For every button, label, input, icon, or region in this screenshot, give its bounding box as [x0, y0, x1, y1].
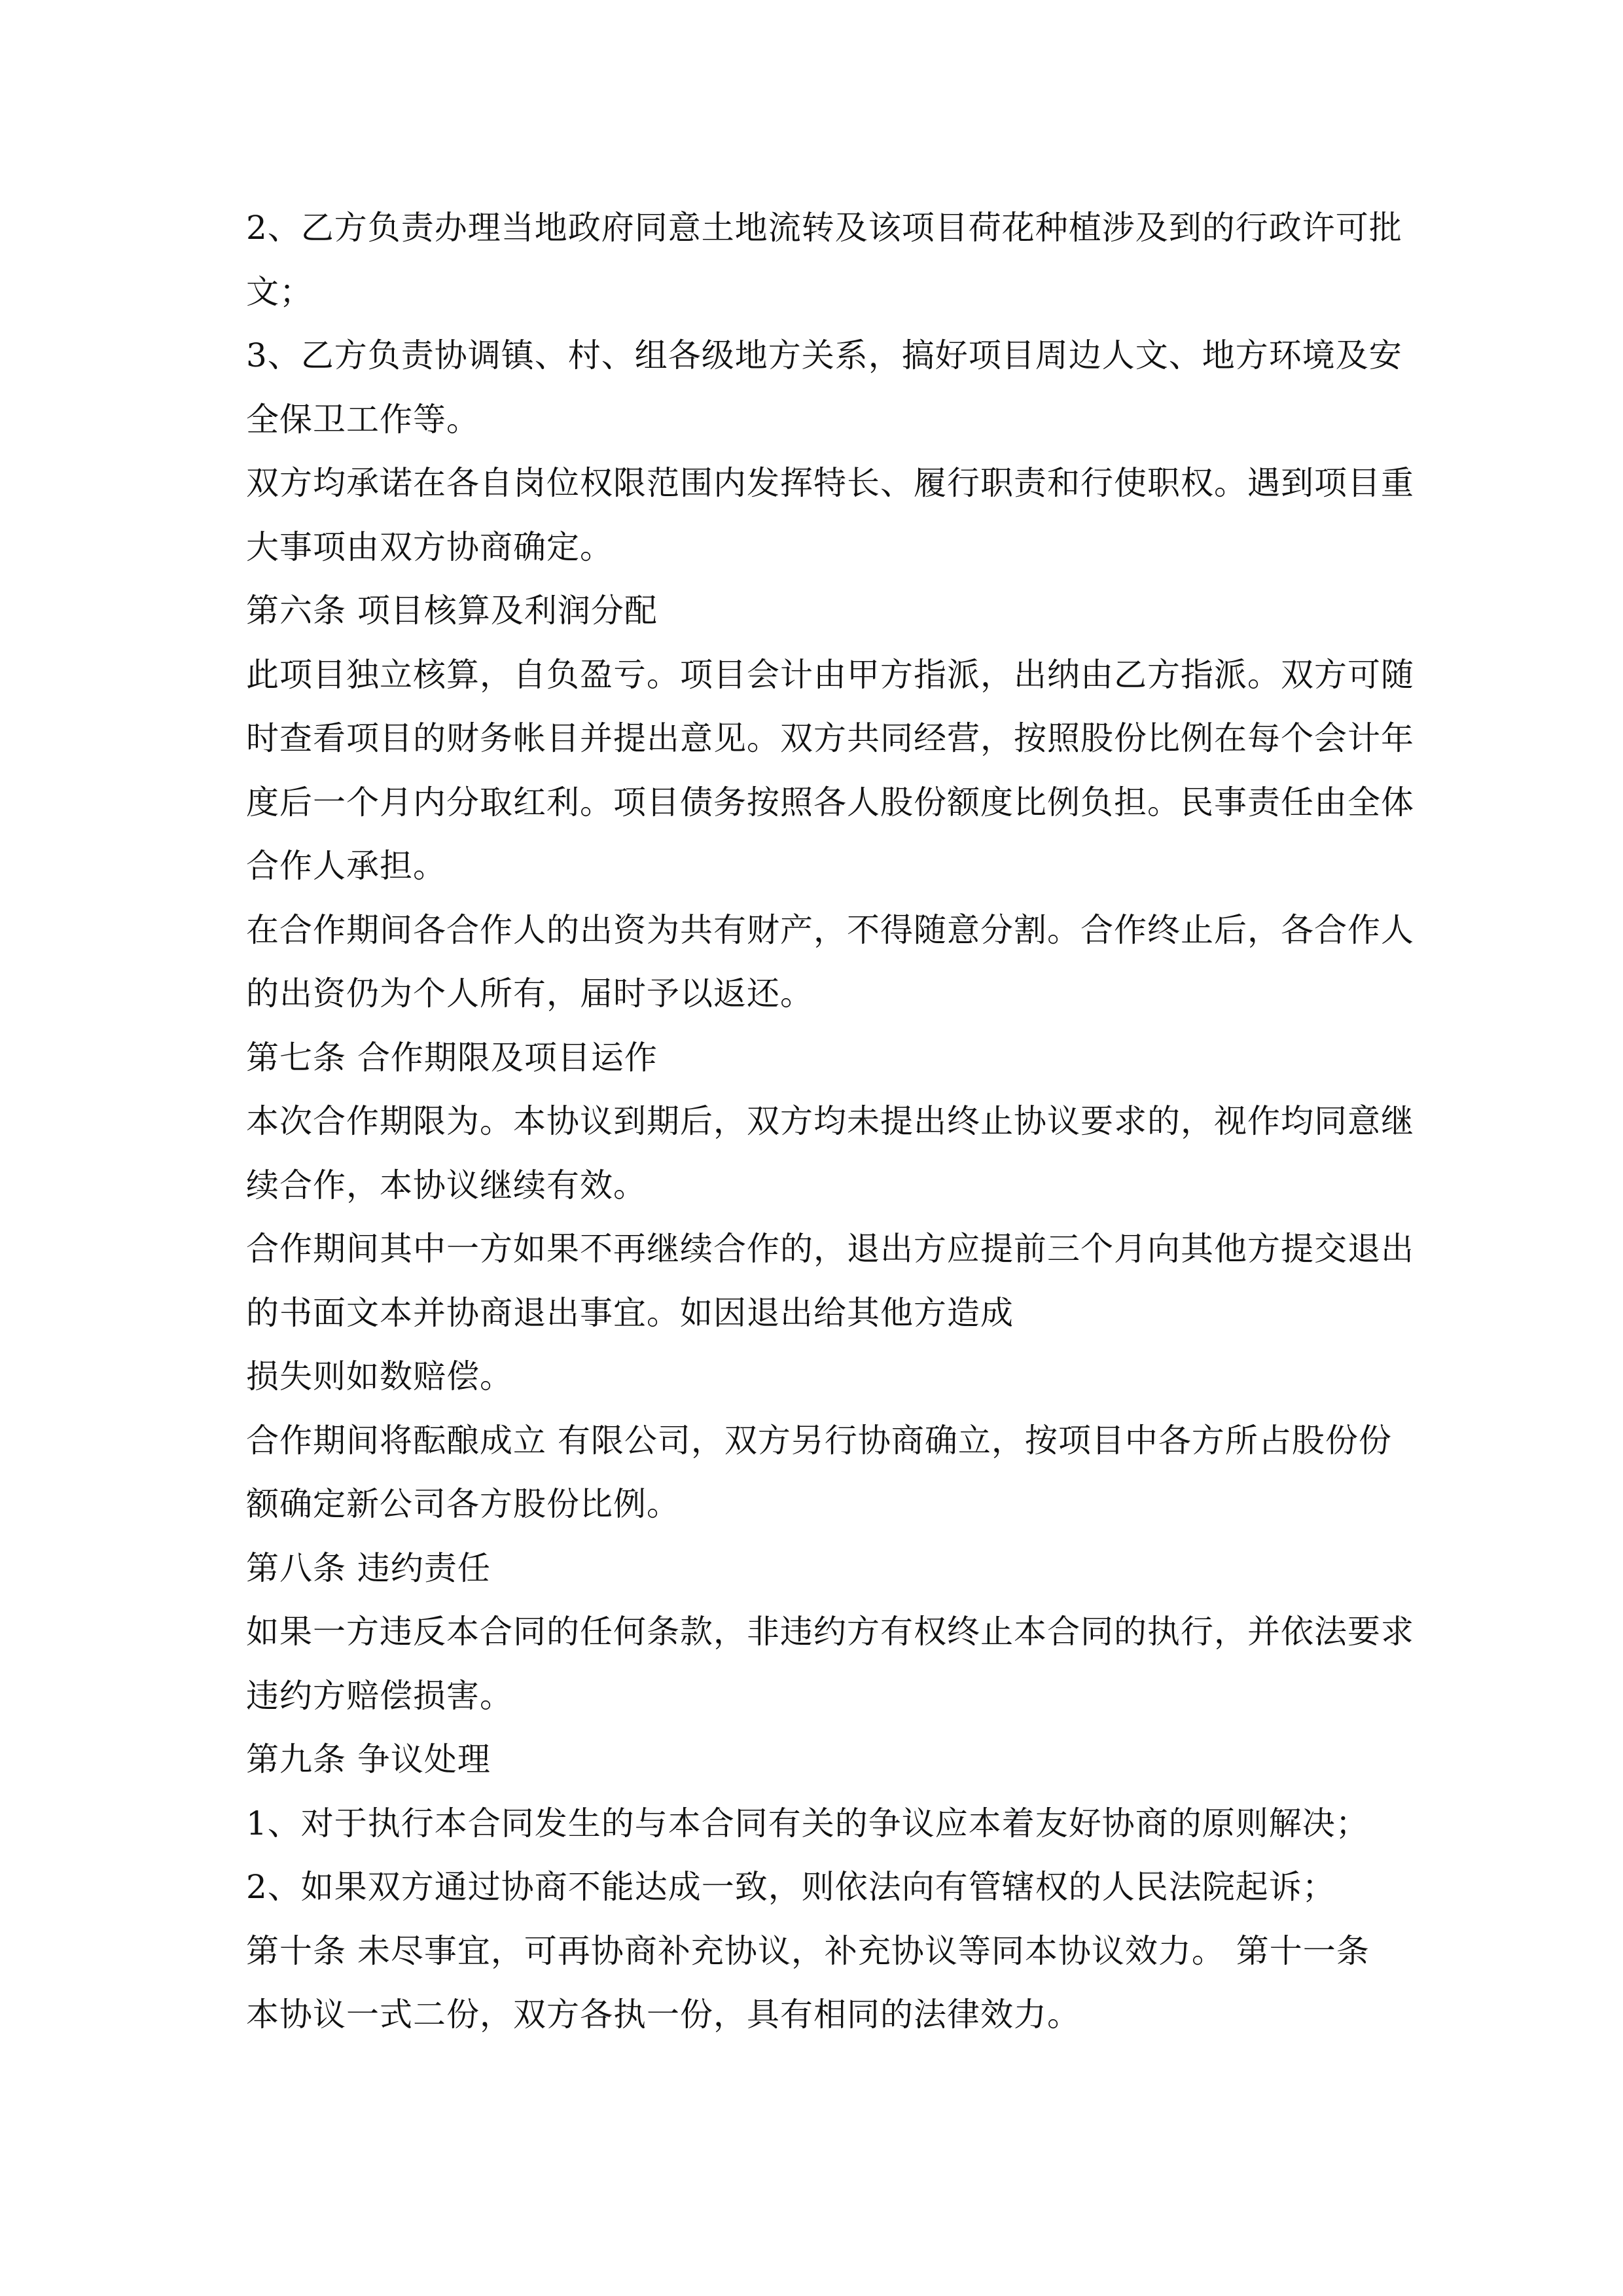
- text-line: 2、如果双方通过协商不能达成一致，则依法向有管辖权的人民法院起诉；: [246, 1868, 1336, 1906]
- text-line: 合作人承担。: [246, 847, 446, 885]
- text-line: 本协议一式二份，双方各执一份，具有相同的法律效力。: [246, 1996, 1080, 2034]
- text-line: 的出资仍为个人所有，届时予以返还。: [246, 975, 813, 1013]
- text-line: 文；: [246, 272, 313, 311]
- text-line: 3、乙方负责协调镇、村、组各级地方关系，搞好项目周边人文、地方环境及安: [246, 336, 1402, 374]
- text-line: 全保卫工作等。: [246, 400, 480, 439]
- text-line: 额确定新公司各方股份比例。: [246, 1485, 680, 1523]
- text-line: 大事项由双方协商确定。: [246, 528, 613, 566]
- text-line: 1、对于执行本合同发生的与本合同有关的争议应本着友好协商的原则解决；: [246, 1804, 1369, 1842]
- text-line: 2、乙方负责办理当地政府同意土地流转及该项目荷花种植涉及到的行政许可批: [246, 209, 1402, 247]
- text-line: 续合作，本协议继续有效。: [246, 1166, 647, 1204]
- text-line: 本次合作期限为。本协议到期后，双方均未提出终止协议要求的，视作均同意继: [246, 1102, 1414, 1140]
- text-line: 违约方赔偿损害。: [246, 1676, 513, 1715]
- text-line: 如果一方违反本合同的任何条款，非违约方有权终止本合同的执行，并依法要求: [246, 1613, 1414, 1651]
- section-heading: 第七条 合作期限及项目运作: [246, 1038, 658, 1077]
- text-line: 合作期间将酝酿成立 有限公司，双方另行协商确立，按项目中各方所占股份份: [246, 1421, 1392, 1460]
- section-heading: 第九条 争议处理: [246, 1740, 491, 1778]
- text-line: 合作期间其中一方如果不再继续合作的，退出方应提前三个月向其他方提交退出: [246, 1230, 1414, 1268]
- text-line: 第十条 未尽事宜，可再协商补充协议，补充协议等同本协议效力。 第十一条: [246, 1931, 1370, 1970]
- text-line: 此项目独立核算，自负盈亏。项目会计由甲方指派，出纳由乙方指派。双方可随: [246, 655, 1414, 694]
- text-line: 在合作期间各合作人的出资为共有财产，不得随意分割。合作终止后，各合作人: [246, 910, 1414, 949]
- text-line: 的书面文本并协商退出事宜。如因退出给其他方造成: [246, 1293, 1014, 1332]
- section-heading: 第六条 项目核算及利润分配: [246, 592, 658, 630]
- section-heading: 第八条 违约责任: [246, 1549, 491, 1587]
- text-line: 时查看项目的财务帐目并提出意见。双方共同经营，按照股份比例在每个会计年: [246, 719, 1414, 757]
- text-line: 损失则如数赔偿。: [246, 1357, 513, 1395]
- document-body: [246, 196, 1414, 2047]
- text-line: 双方均承诺在各自岗位权限范围内发挥特长、履行职责和行使职权。遇到项目重: [246, 464, 1414, 502]
- text-line: 度后一个月内分取红利。项目债务按照各人股份额度比例负担。民事责任由全体: [246, 783, 1414, 821]
